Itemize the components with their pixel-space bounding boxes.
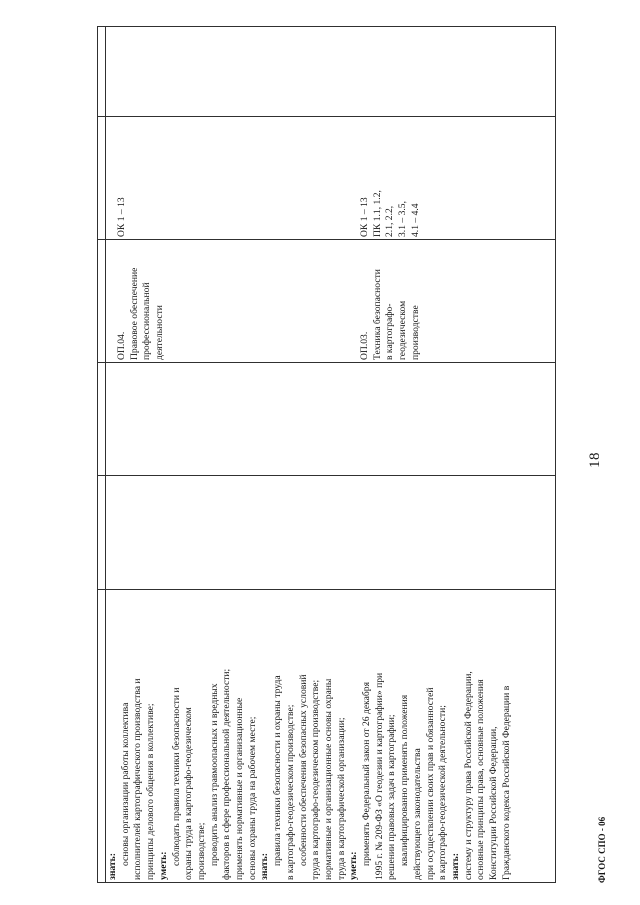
section-heading: знать:: [107, 853, 118, 880]
competency-code-line: 2.1, 2.2,: [384, 205, 396, 237]
requirement-line: основы охраны труда на рабочем месте;: [246, 716, 258, 880]
requirement-line: исполнителей картографического производства и: [132, 678, 144, 880]
requirement-line: квалифицированно применять положения: [399, 694, 411, 866]
requirement-line: принципы делового общения в коллективе;: [145, 703, 157, 880]
requirement-line: нормативные и организационные основы охраны: [322, 678, 334, 880]
requirement-line: соблюдать правила техники безопасности и: [170, 687, 182, 866]
requirement-line: проводить анализ травмоопасных и вредных: [208, 683, 220, 866]
discipline-cell: [106, 240, 556, 363]
requirements-text: [107, 592, 514, 880]
table-cell-top-col4: [98, 240, 106, 363]
discipline-op04-line: профессиональной: [141, 282, 153, 360]
requirement-line: охраны труда в картографо-геодезическом: [183, 707, 195, 880]
requirement-line: факторов в сфере профессиональной деятельности;: [221, 668, 233, 880]
footer-code: ФГОС СПО - 06: [597, 816, 607, 883]
requirement-line: в картографо-геодезическом производстве;: [284, 704, 296, 880]
table-cell-top-col3: [98, 363, 106, 476]
empty-cell: [106, 27, 556, 117]
competency-code-line: 4.1 – 4.4: [409, 203, 421, 237]
requirement-line: в картографо-геодезической деятельности;: [437, 705, 449, 880]
requirement-line: основы организации работы коллектива: [119, 702, 131, 866]
discipline-op03-line: Техника безопасности: [371, 269, 383, 360]
table-cell-top-col5: [98, 117, 106, 240]
discipline-op03-line: ОП.03.: [359, 331, 370, 360]
discipline-op04-line: деятельности: [154, 305, 166, 360]
requirement-line: применять Федеральный закон от 26 декабря: [361, 682, 373, 866]
requirement-line: Конституции Российской Федерации,: [488, 726, 500, 880]
competency-table: [97, 26, 556, 883]
table-cell-top-col1: [98, 590, 106, 883]
competency-code-line: ОК 1 – 13: [359, 197, 370, 237]
discipline-op04-line: Правовое обеспечение: [128, 267, 140, 360]
section-heading: знать:: [449, 853, 461, 880]
page-number: 18: [587, 452, 603, 468]
requirement-line: труда в картографической организации;: [335, 717, 347, 880]
discipline-op03: [359, 269, 423, 360]
section-heading: знать:: [259, 853, 271, 880]
requirement-line: особенности обеспечения безопасных условий: [297, 674, 309, 866]
requirement-line: действующего законодательства: [411, 748, 423, 880]
section-heading: уметь:: [348, 851, 360, 880]
competency-codes-op03: [359, 190, 423, 237]
requirement-line: основные принципы права, основные положения: [475, 679, 487, 880]
hours-required-cell: [106, 363, 556, 476]
requirement-line: правила техники безопасности и охраны труда: [272, 675, 284, 866]
requirement-line: 1995 г. № 209-ФЗ «О геодезии и картографии» при: [373, 672, 385, 880]
competency-codes-op04: [116, 197, 129, 237]
competency-codes-cell: [106, 117, 556, 240]
discipline-op03-line: производстве: [409, 305, 421, 360]
competency-code-line: 3.1 – 3.5,: [397, 201, 409, 237]
competency-code-line: ОК 1 – 13: [116, 197, 127, 237]
requirement-line: труда в картографо-геодезическом производстве;: [310, 679, 322, 880]
table-cell-top-col2: [98, 476, 106, 590]
section-heading: уметь:: [157, 851, 169, 880]
requirement-line: производстве;: [195, 822, 207, 880]
competency-code-line: ПК 1.1, 1.2,: [371, 190, 383, 237]
requirement-line: при осуществлении своих прав и обязанностей: [424, 687, 436, 880]
table-top-row: [98, 27, 106, 883]
discipline-op03-line: в картографо-: [384, 303, 396, 360]
requirement-line: систему и структуру права Российской Федерации,: [462, 671, 474, 880]
requirement-line: применять нормативные и организационные: [234, 697, 246, 880]
requirements-cell: [106, 590, 556, 883]
requirement-line: Гражданского кодекса Российской Федерации в: [500, 685, 512, 880]
discipline-op04-line: ОП.04.: [116, 331, 127, 360]
requirement-line: решении правовых задач в картографии;: [386, 714, 398, 880]
table-main-row: [106, 27, 556, 883]
discipline-op03-line: геодезическом: [397, 300, 409, 360]
hours-max-cell: [106, 476, 556, 590]
discipline-op04: [116, 268, 167, 360]
table-cell-top-col6: [98, 27, 106, 117]
